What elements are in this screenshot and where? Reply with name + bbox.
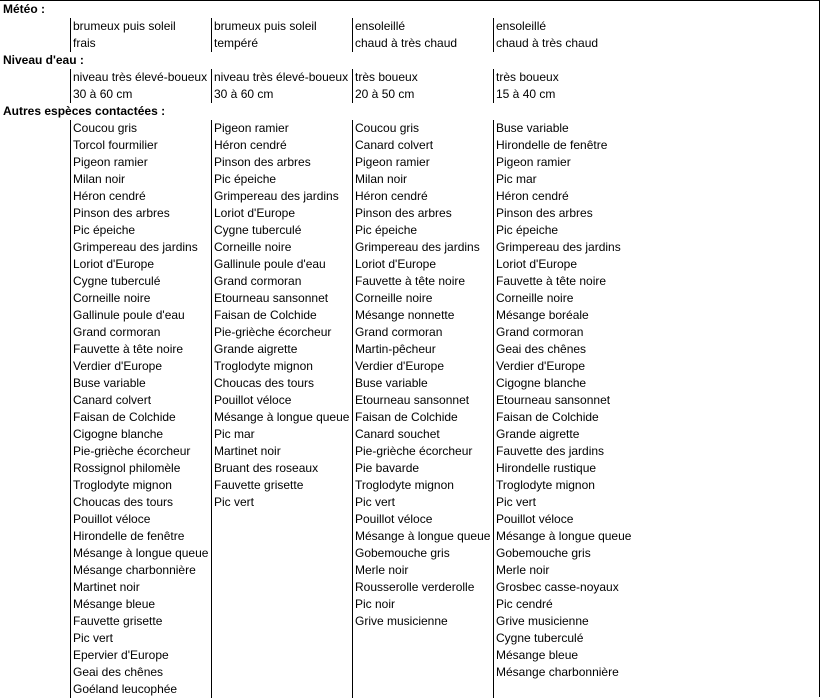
- species-col-4: [493, 120, 634, 698]
- species-col-2: [211, 120, 352, 698]
- species-item: Pouillot véloce: [355, 512, 433, 526]
- niveau-depth: 30 à 60 cm: [73, 87, 133, 101]
- species-item: Corneille noire: [355, 291, 433, 305]
- meteo-temperature: tempéré: [214, 36, 259, 50]
- species-item: Hirondelle rustique: [496, 461, 597, 475]
- species-item: Cygne tuberculé: [214, 223, 302, 237]
- species-item: Mésange à longue queue: [214, 410, 350, 424]
- species-item: Mésange à longue queue: [73, 546, 209, 560]
- species-item: Fauvette à tête noire: [355, 274, 466, 288]
- section-label-meteo: Météo :: [3, 2, 45, 16]
- species-item: Pigeon ramier: [214, 121, 289, 135]
- species-item: Grimpereau des jardins: [355, 240, 480, 254]
- species-item: Coucou gris: [73, 121, 138, 135]
- species-item: Pouillot véloce: [214, 393, 292, 407]
- meteo-temperature: chaud à très chaud: [496, 36, 599, 50]
- species-item: Cigogne blanche: [73, 427, 164, 441]
- species-item: Choucas des tours: [73, 495, 174, 509]
- species-item: Grand cormoran: [73, 325, 161, 339]
- species-item: Canard colvert: [355, 138, 434, 152]
- species-item: Pie bavarde: [355, 461, 420, 475]
- meteo-temperature: frais: [73, 36, 96, 50]
- species-item: Grande aigrette: [496, 427, 580, 441]
- species-item: Pic vert: [214, 495, 255, 509]
- species-item: Epervier d'Europe: [73, 648, 169, 662]
- niveau-depth: 15 à 40 cm: [496, 87, 556, 101]
- species-item: Pinson des arbres: [73, 206, 170, 220]
- species-item: Grand cormoran: [496, 325, 584, 339]
- species-item: Troglodyte mignon: [73, 478, 172, 492]
- meteo-weather: ensoleillé: [355, 19, 406, 33]
- niveau-col-2: [211, 69, 352, 103]
- section-label-autres-especes: Autres espèces contactées :: [3, 104, 166, 118]
- species-item: Pouillot véloce: [496, 512, 574, 526]
- meteo-temperature: chaud à très chaud: [355, 36, 458, 50]
- species-item: Pic vert: [496, 495, 537, 509]
- species-item: Cigogne blanche: [496, 376, 587, 390]
- species-item: Buse variable: [355, 376, 428, 390]
- meteo-col-1: [70, 18, 211, 52]
- species-item: Fauvette grisette: [214, 478, 304, 492]
- species-col-1: [70, 120, 211, 698]
- species-item: Gobemouche gris: [496, 546, 591, 560]
- niveau-col-1: [70, 69, 211, 103]
- niveau-description: très boueux: [355, 70, 418, 84]
- species-item: Grive musicienne: [355, 614, 448, 628]
- species-item: Canard colvert: [73, 393, 152, 407]
- species-item: Canard souchet: [355, 427, 440, 441]
- species-item: Mésange à longue queue: [355, 529, 491, 543]
- species-item: Faisan de Colchide: [496, 410, 599, 424]
- species-item: Milan noir: [355, 172, 408, 186]
- species-item: Pic épeiche: [496, 223, 559, 237]
- species-item: Verdier d'Europe: [355, 359, 445, 373]
- species-item: Pigeon ramier: [496, 155, 571, 169]
- niveau-col-4: [493, 69, 634, 103]
- niveau-description: niveau très élevé-boueux: [214, 70, 349, 84]
- species-item: Mésange charbonnière: [73, 563, 196, 577]
- species-item: Geai des chênes: [496, 342, 587, 356]
- species-item: Merle noir: [496, 563, 550, 577]
- species-item: Loriot d'Europe: [73, 257, 155, 271]
- species-item: Héron cendré: [496, 189, 569, 203]
- species-item: Mésange boréale: [496, 308, 589, 322]
- species-item: Hirondelle de fenêtre: [496, 138, 608, 152]
- species-item: Pinson des arbres: [214, 155, 311, 169]
- species-item: Rousserolle verderolle: [355, 580, 475, 594]
- species-item: Grand cormoran: [214, 274, 302, 288]
- species-item: Corneille noire: [73, 291, 151, 305]
- section-label-niveau-eau: Niveau d'eau :: [3, 53, 84, 67]
- species-item: Mésange bleue: [73, 597, 156, 611]
- niveau-description: niveau très élevé-boueux: [73, 70, 208, 84]
- species-item: Héron cendré: [355, 189, 428, 203]
- niveau-depth: 20 à 50 cm: [355, 87, 415, 101]
- species-item: Héron cendré: [73, 189, 146, 203]
- species-item: Mésange nonnette: [355, 308, 455, 322]
- species-item: Fauvette à tête noire: [73, 342, 184, 356]
- species-item: Pinson des arbres: [496, 206, 593, 220]
- species-item: Fauvette grisette: [73, 614, 163, 628]
- species-item: Grimpereau des jardins: [73, 240, 198, 254]
- species-item: Grimpereau des jardins: [496, 240, 621, 254]
- species-item: Corneille noire: [496, 291, 574, 305]
- species-item: Pigeon ramier: [73, 155, 148, 169]
- species-item: Pic mar: [214, 427, 255, 441]
- species-item: Troglodyte mignon: [496, 478, 595, 492]
- species-item: Pinson des arbres: [355, 206, 452, 220]
- species-item: Pigeon ramier: [355, 155, 430, 169]
- species-col-3: [352, 120, 493, 698]
- species-item: Grand cormoran: [355, 325, 443, 339]
- species-item: Grimpereau des jardins: [214, 189, 339, 203]
- species-item: Verdier d'Europe: [496, 359, 586, 373]
- species-item: Pic mar: [496, 172, 537, 186]
- species-item: Pic épeiche: [355, 223, 418, 237]
- species-item: Mésange charbonnière: [496, 665, 619, 679]
- species-item: Pic cendré: [496, 597, 553, 611]
- species-item: Gobemouche gris: [355, 546, 450, 560]
- species-item: Troglodyte mignon: [355, 478, 454, 492]
- meteo-col-4: [493, 18, 634, 52]
- species-item: Loriot d'Europe: [214, 206, 296, 220]
- meteo-col-2: [211, 18, 352, 52]
- species-item: Buse variable: [496, 121, 569, 135]
- species-item: Mésange bleue: [496, 648, 579, 662]
- species-item: Torcol fourmilier: [73, 138, 158, 152]
- species-item: Pic épeiche: [214, 172, 277, 186]
- meteo-weather: ensoleillé: [496, 19, 547, 33]
- species-item: Goéland leucophée: [73, 682, 178, 696]
- species-item: Cygne tuberculé: [73, 274, 161, 288]
- species-item: Pie-grièche écorcheur: [355, 444, 473, 458]
- species-item: Geai des chênes: [73, 665, 164, 679]
- species-item: Gallinule poule d'eau: [214, 257, 326, 271]
- species-item: Etourneau sansonnet: [214, 291, 329, 305]
- species-item: Loriot d'Europe: [355, 257, 437, 271]
- species-item: Pie-grièche écorcheur: [214, 325, 332, 339]
- species-item: Grosbec casse-noyaux: [496, 580, 619, 594]
- species-item: Héron cendré: [214, 138, 287, 152]
- species-item: Pouillot véloce: [73, 512, 151, 526]
- species-item: Fauvette des jardins: [496, 444, 605, 458]
- species-item: Faisan de Colchide: [73, 410, 176, 424]
- meteo-weather: brumeux puis soleil: [214, 19, 317, 33]
- species-item: Grive musicienne: [496, 614, 589, 628]
- species-item: Etourneau sansonnet: [355, 393, 470, 407]
- species-item: Cygne tuberculé: [496, 631, 584, 645]
- niveau-col-3: [352, 69, 493, 103]
- species-item: Grande aigrette: [214, 342, 298, 356]
- species-item: Gallinule poule d'eau: [73, 308, 185, 322]
- species-item: Martinet noir: [214, 444, 281, 458]
- species-item: Corneille noire: [214, 240, 292, 254]
- species-item: Pic noir: [355, 597, 396, 611]
- species-item: Etourneau sansonnet: [496, 393, 611, 407]
- species-item: Troglodyte mignon: [214, 359, 313, 373]
- species-item: Faisan de Colchide: [214, 308, 317, 322]
- species-item: Buse variable: [73, 376, 146, 390]
- species-item: Rossignol philomèle: [73, 461, 181, 475]
- species-item: Hirondelle de fenêtre: [73, 529, 185, 543]
- species-item: Pic vert: [73, 631, 114, 645]
- species-item: Merle noir: [355, 563, 409, 577]
- species-item: Milan noir: [73, 172, 126, 186]
- meteo-weather: brumeux puis soleil: [73, 19, 176, 33]
- niveau-description: très boueux: [496, 70, 559, 84]
- species-item: Faisan de Colchide: [355, 410, 458, 424]
- species-item: Choucas des tours: [214, 376, 315, 390]
- species-item: Verdier d'Europe: [73, 359, 163, 373]
- species-item: Pic épeiche: [73, 223, 136, 237]
- species-item: Pic vert: [355, 495, 396, 509]
- species-item: Bruant des roseaux: [214, 461, 319, 475]
- species-item: Pie-grièche écorcheur: [73, 444, 191, 458]
- meteo-col-3: [352, 18, 493, 52]
- species-item: Martin-pêcheur: [355, 342, 436, 356]
- species-item: Martinet noir: [73, 580, 140, 594]
- species-item: Mésange à longue queue: [496, 529, 632, 543]
- species-item: Fauvette à tête noire: [496, 274, 607, 288]
- species-item: Coucou gris: [355, 121, 420, 135]
- niveau-depth: 30 à 60 cm: [214, 87, 274, 101]
- species-item: Loriot d'Europe: [496, 257, 578, 271]
